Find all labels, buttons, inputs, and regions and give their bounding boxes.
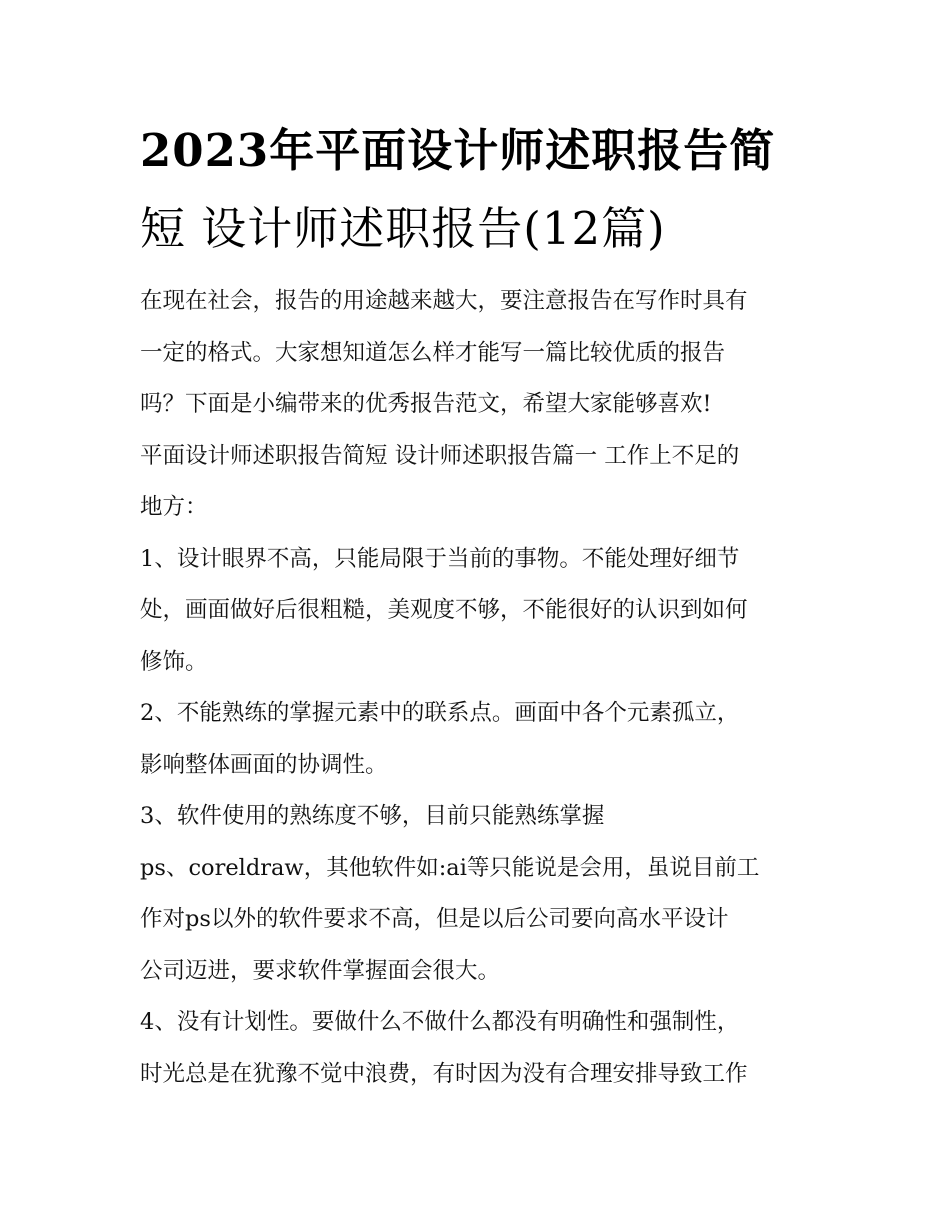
body-line: 4、没有计划性。要做什么不做什么都没有明确性和强制性， [140, 1009, 740, 1035]
body-line: 处，画面做好后很粗糙，美观度不够，不能很好的认识到如何 [140, 597, 748, 623]
body-line: 公司迈进，要求软件掌握面会很大。 [140, 957, 501, 984]
title-line-1: 2023年平面设计师述职报告简 [140, 124, 776, 177]
body-line: ps、coreldraw，其他软件如:ai等只能说是会用，虽说目前工 [140, 854, 760, 881]
body-line: 地方： [140, 494, 208, 520]
body-line: 影响整体画面的协调性。 [140, 751, 388, 778]
body-line: 2、不能熟练的掌握元素中的联系点。画面中各个元素孤立， [140, 700, 740, 726]
body-line: 吗？下面是小编带来的优秀报告范文，希望大家能够喜欢! [140, 391, 712, 417]
body-line: 作对ps以外的软件要求不高，但是以后公司要向高水平设计 [140, 906, 729, 932]
body-line: 时光总是在犹豫不觉中浪费，有时因为没有合理安排导致工作 [140, 1060, 748, 1087]
body-line: 一定的格式。大家想知道怎么样才能写一篇比较优质的报告 [140, 339, 726, 366]
body-line: 修饰。 [140, 648, 208, 675]
body-line: 在现在社会，报告的用途越来越大，要注意报告在写作时具有 [140, 288, 748, 314]
body-line: 3、软件使用的熟练度不够，目前只能熟练掌握 [140, 803, 605, 829]
title-line-2: 短 设计师述职报告(12篇) [140, 202, 666, 255]
body-line: 1、设计眼界不高，只能局限于当前的事物。不能处理好细节 [140, 545, 740, 572]
body-line: 平面设计师述职报告简短 设计师述职报告篇一 工作上不足的 [140, 442, 740, 469]
document-title [140, 112, 820, 268]
document-body [140, 281, 820, 1105]
